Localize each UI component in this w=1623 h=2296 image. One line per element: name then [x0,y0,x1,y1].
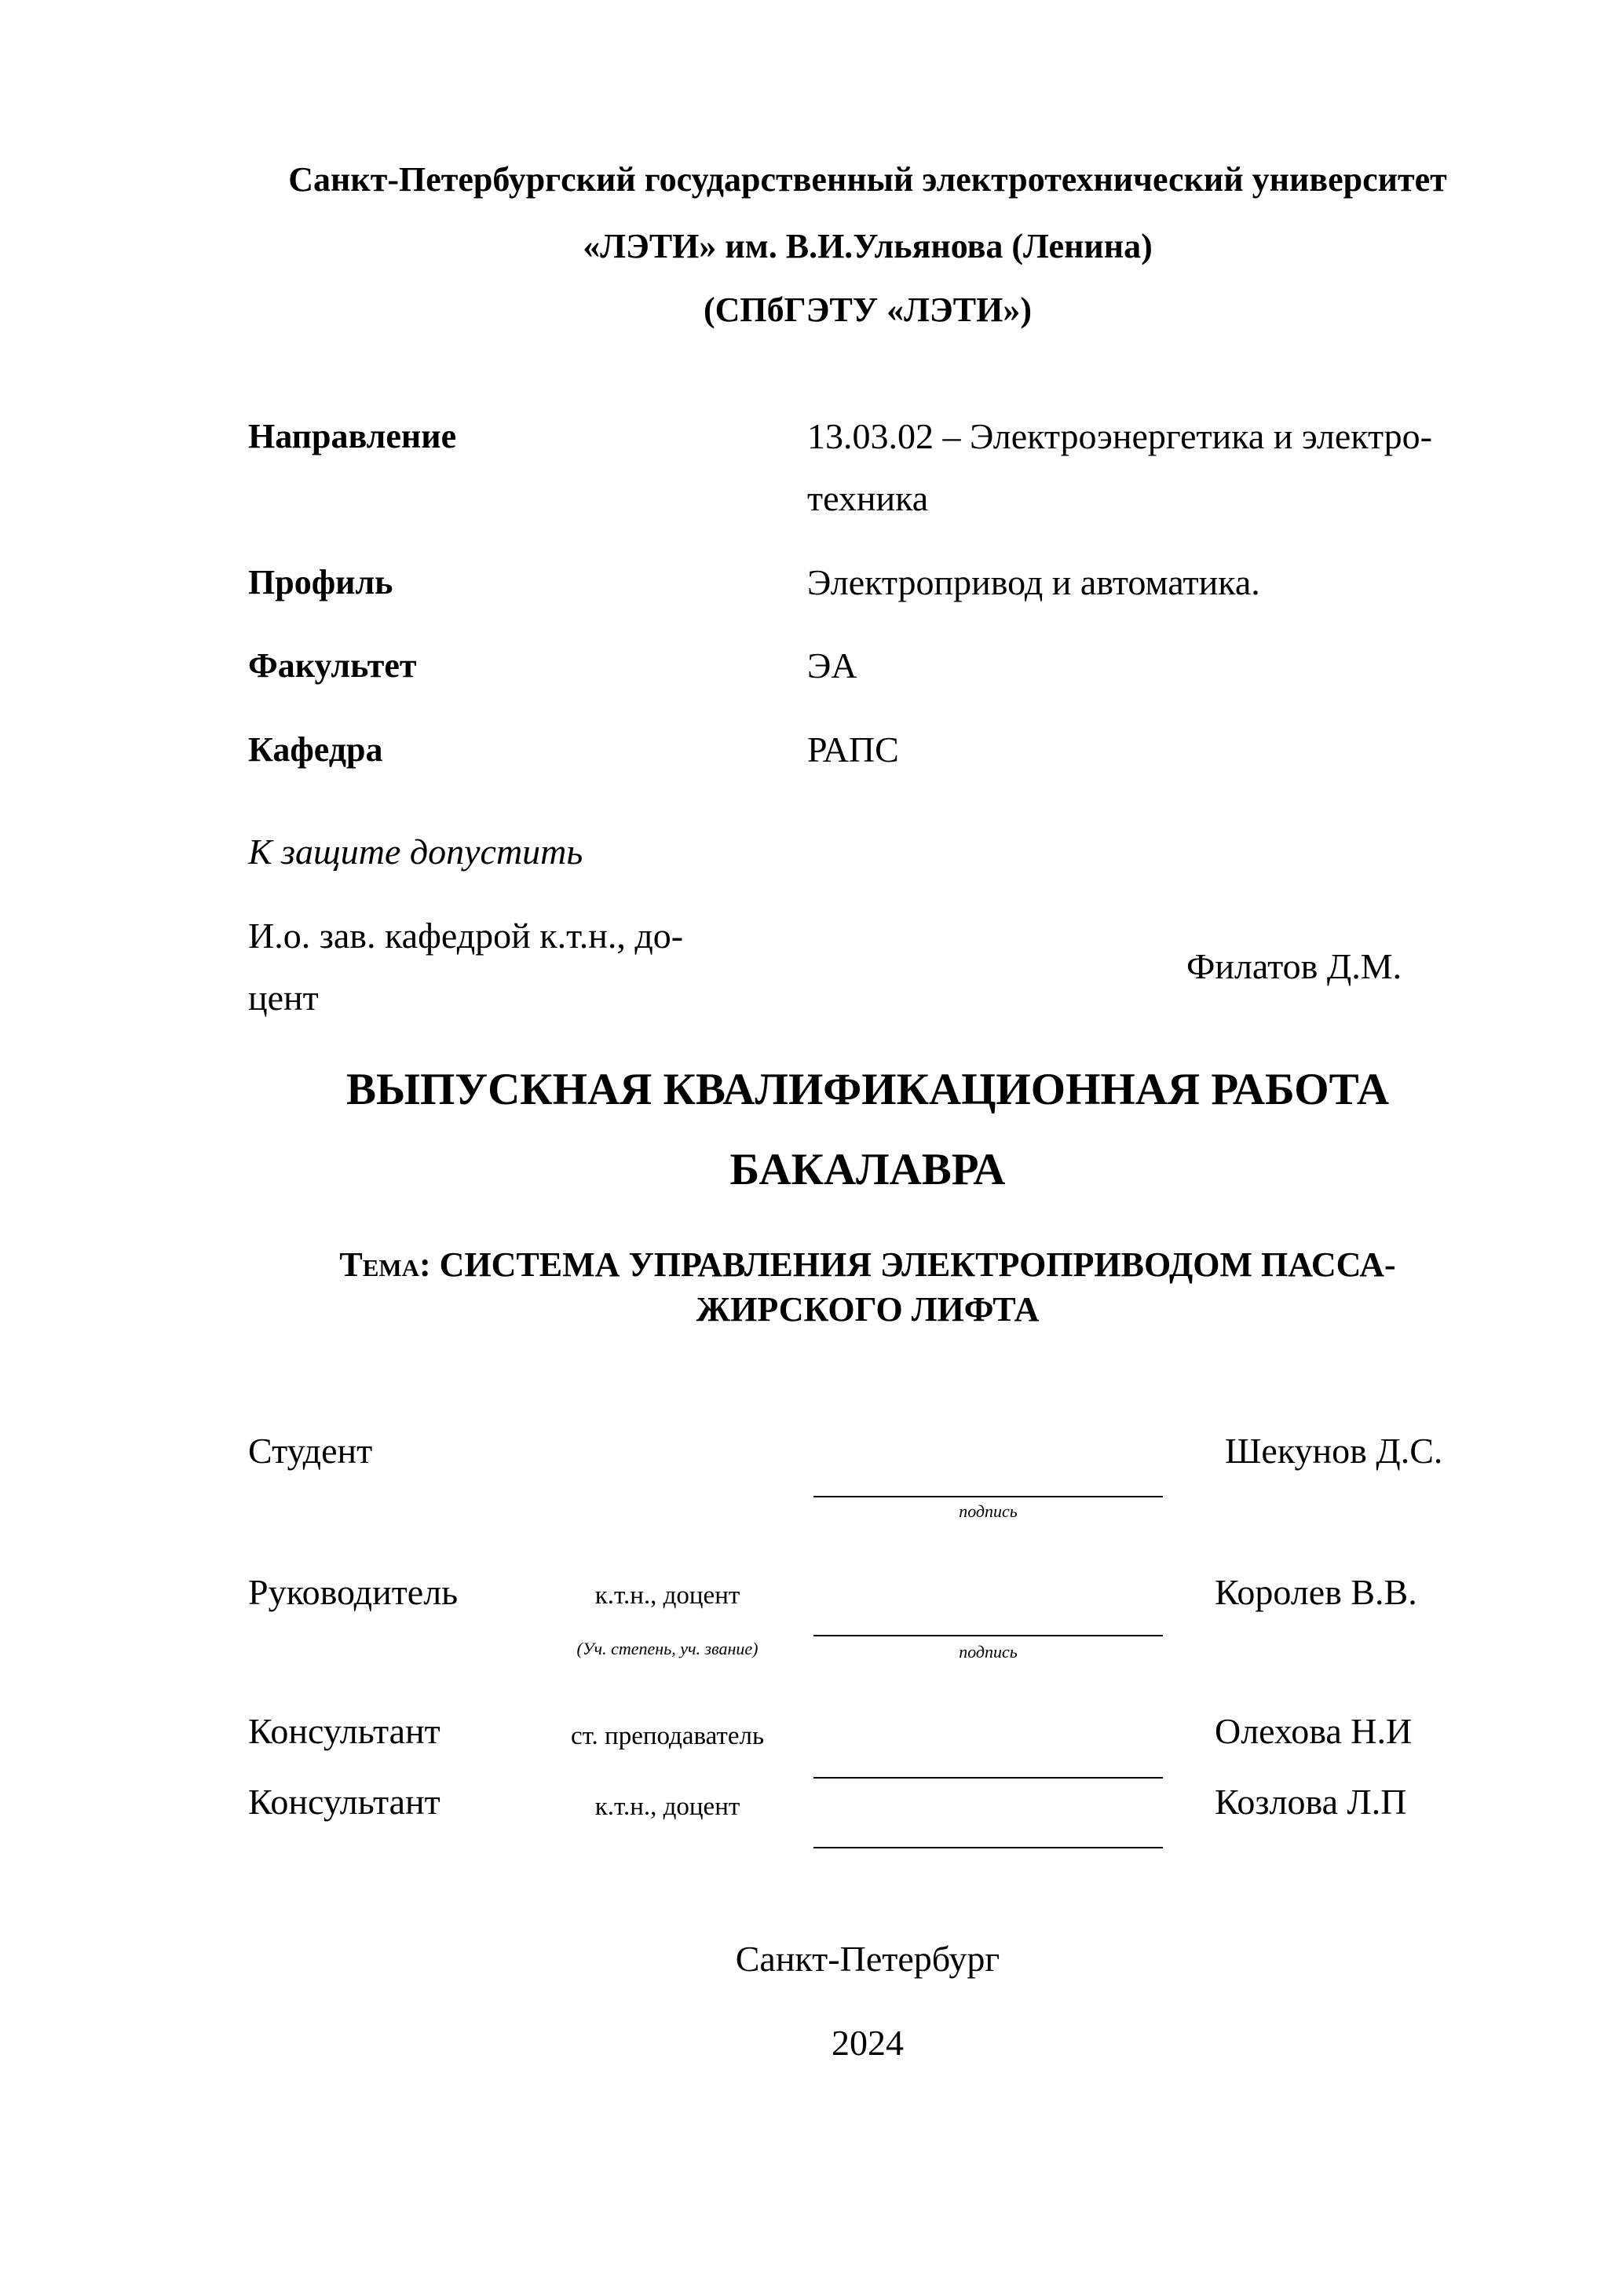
consultant-2-role: Консультант [248,1782,440,1822]
supervisor-signature-line [813,1635,1163,1636]
degree-caption: (Уч. степень, уч. звание) [576,1639,758,1658]
faculty-label: Факультет [248,646,417,685]
student-signature-line [813,1496,1163,1497]
topic-line2: ЖИРСКОГО ЛИФТА [696,1290,1040,1329]
department-value: РАПС [807,729,899,770]
consultant-2-signature-line [813,1847,1163,1848]
profile-value: Электропривод и автоматика. [807,562,1260,602]
topic-line1 [0,1245,1623,1284]
supervisor-signature-caption: подпись [959,1642,1018,1662]
consultant-1-role: Консультант [248,1711,440,1751]
university-name: Санкт-Петербургский государственный электротехнический университет [288,160,1447,199]
faculty-value: ЭА [807,645,857,686]
direction-value-line2: техника [807,478,929,518]
student-name: Шекунов Д.С. [1225,1431,1443,1471]
head-position-line2: цент [248,978,319,1018]
consultant-2-name: Козлова Л.П [1215,1782,1407,1822]
university-name-line2: «ЛЭТИ» им. В.И.Ульянова (Ленина) [583,227,1153,265]
supervisor-name: Королев В.В. [1215,1572,1417,1612]
supervisor-role: Руководитель [248,1572,459,1612]
profile-label: Профиль [248,563,393,601]
consultant-1-degree: ст. преподаватель [570,1722,765,1750]
city: Санкт-Петербург [735,1939,1000,1979]
student-role: Студент [248,1431,373,1471]
supervisor-degree: к.т.н., доцент [594,1581,740,1610]
work-title-line2: БАКАЛАВРА [729,1145,1006,1194]
year: 2024 [832,2023,904,2063]
student-signature-caption: подпись [959,1501,1018,1521]
direction-value: 13.03.02 – Электроэнергетика и электро- [807,416,1432,456]
topic-prefix: Тема: [339,1245,431,1284]
department-label: Кафедра [248,730,383,769]
work-title: ВЫПУСКНАЯ КВАЛИФИКАЦИОННАЯ РАБОТА [345,1065,1389,1114]
admit-text: К защите допустить [248,832,583,872]
direction-label: Направление [248,417,457,455]
consultant-1-name: Олехова Н.И [1215,1711,1413,1751]
university-abbr: (СПбГЭТУ «ЛЭТИ») [704,291,1032,329]
head-name: Филатов Д.М. [1186,946,1402,986]
consultant-2-degree: к.т.н., доцент [594,1793,740,1821]
head-position: И.о. зав. кафедрой к.т.н., до- [248,916,684,956]
topic-text: СИСТЕМА УПРАВЛЕНИЯ ЭЛЕКТРОПРИВОДОМ ПАССА- [439,1245,1396,1284]
consultant-1-signature-line [813,1777,1163,1779]
